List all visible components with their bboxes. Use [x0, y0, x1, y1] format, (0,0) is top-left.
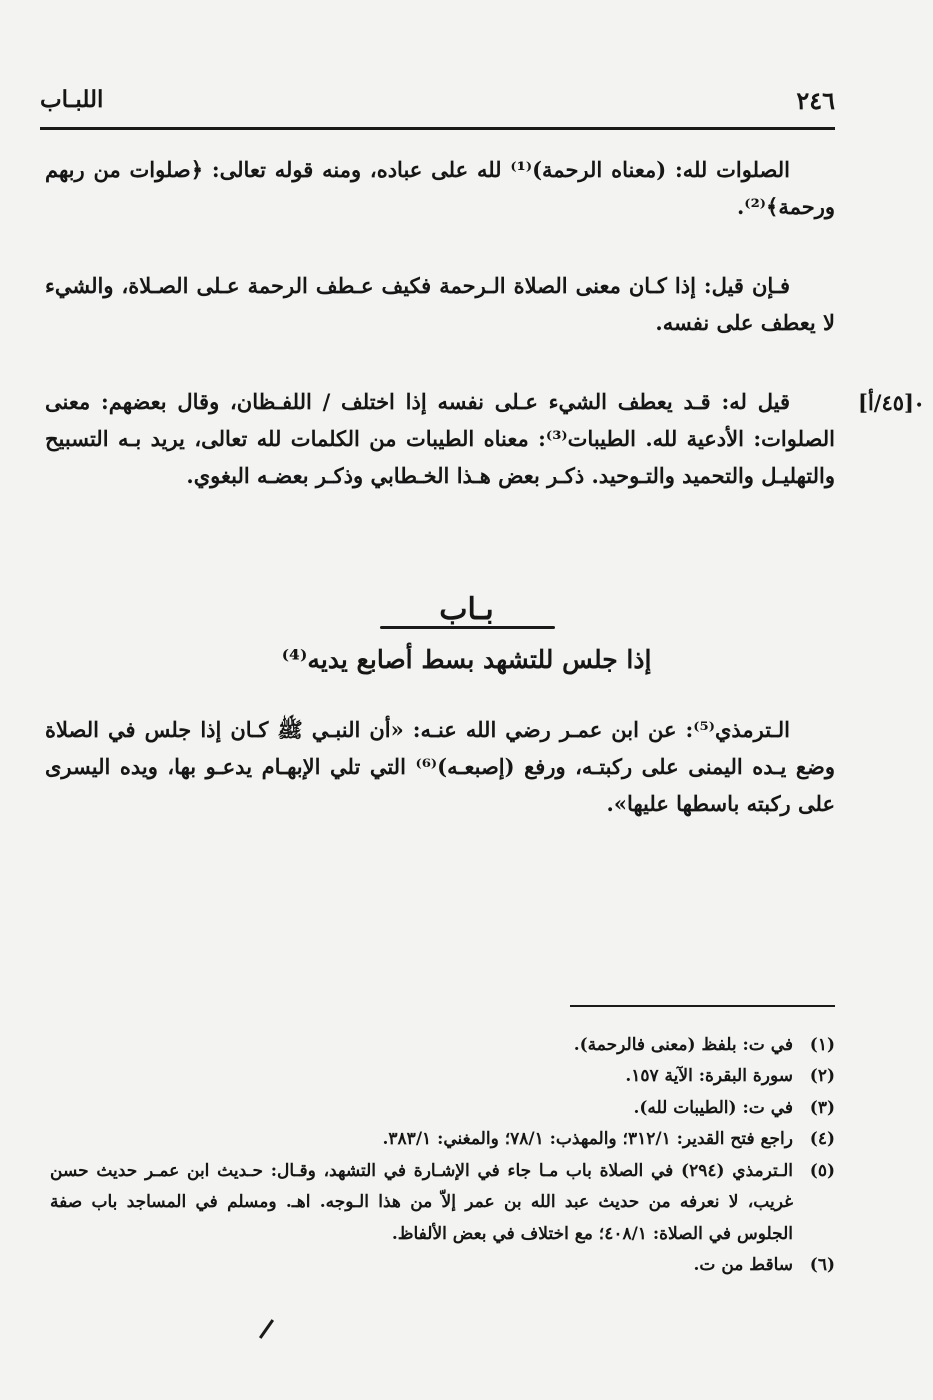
footnote-text: في ت: (الطيبات لله). [633, 1097, 793, 1118]
chapter-heading: إذا جلس للتشهد بسط أصابع يديه⁽⁴⁾ [281, 645, 652, 674]
footnote-text: سورة البقرة: الآية ١٥٧. [625, 1066, 793, 1087]
page-number: ٢٤٦ [796, 86, 835, 115]
chapter-label-underline [380, 626, 555, 629]
footnote [50, 1093, 835, 1124]
footnote-number: (٢) [809, 1066, 835, 1087]
hadith-paragraph: الـترمذي⁽⁵⁾: عن ابن عمـر رضي الله عنـه: «أن النبـي ﷺ كـان إذا جلس في الصلاة وضع يـده اليمنى على ركبتـه، ورفع (إصبعـه)⁽⁶⁾ التي تلي الإبهـام يدعـو بها، ويده اليسرى على ركبته باسطها عليها». [45, 717, 835, 816]
header-rule [40, 127, 835, 130]
page-header [40, 86, 835, 122]
footnote-number: (٥) [809, 1160, 835, 1181]
paragraph-reply: قيل له: قـد يعطف الشيء عـلى نفسه إذا اختلف / اللفـظان، وقال بعضهم: معنى الصلوات: الأدعية لله. الطيبات⁽³⁾: معناه الطيبات من الكلمات لله تعالى، يريد بـه التسبيح والتهليـل والتحميد والتـوحيد. ذكـر بعض هـذا الخـطابي وذكـر بعضـه البغوي. [45, 389, 835, 488]
footnote-text: راجع فتح القدير: ٣١٢/١؛ والمهذب: ٧٨/١؛ والمغني: ٣٨٣/١. [382, 1129, 793, 1150]
footnote-number: (١) [809, 1035, 835, 1055]
footnote [50, 1061, 835, 1092]
footnote-number: (٣) [809, 1097, 835, 1118]
footnote-text: في ت: بلفظ (معنى فالرحمة). [573, 1035, 793, 1055]
footnote-number: (٤) [809, 1129, 835, 1150]
footnote-text: الـترمذي (٢٩٤) في الصلاة باب مـا جاء في الإشـارة في التشهد، وقـال: حـديث ابن عمـر حديث حسن غريب، لا نعرفه من حديث عبد الله بن عمر إلاّ من هذا الـوجه. اهـ. ومسلم في المساجد باب صفة الجلوس في الصلاة: ٤٠٨/١؛ مع اختلاف في بعض الألفاظ. [50, 1160, 793, 1244]
margin-dot: • [915, 398, 924, 414]
running-title: اللبـاب [40, 86, 104, 113]
footnote [50, 1250, 835, 1281]
footnote [50, 1030, 835, 1061]
footnote-text: ساقط من ت. [693, 1255, 793, 1276]
chapter-label: بـاب [439, 592, 494, 627]
footnote-rule [570, 1005, 835, 1007]
footnote [50, 1124, 835, 1155]
footnotes [50, 1030, 835, 1282]
margin-folio-reference: [٤٥/أ] [858, 390, 914, 415]
footnote [50, 1156, 835, 1250]
stray-pen-mark [259, 1319, 274, 1339]
footnote-number: (٦) [809, 1255, 835, 1276]
paragraph-objection: فـإن قيل: إذا كـان معنى الصلاة الـرحمة فكيف عـطف الرحمة عـلى الصـلاة، والشيء لا يعطف على نفسه. [45, 273, 835, 335]
paragraph-salawat: الصلوات لله: (معناه الرحمة)⁽¹⁾ لله على عباده، ومنه قوله تعالى: ﴿صلوات من ربهم ورحمة﴾⁽²⁾. [45, 157, 835, 219]
